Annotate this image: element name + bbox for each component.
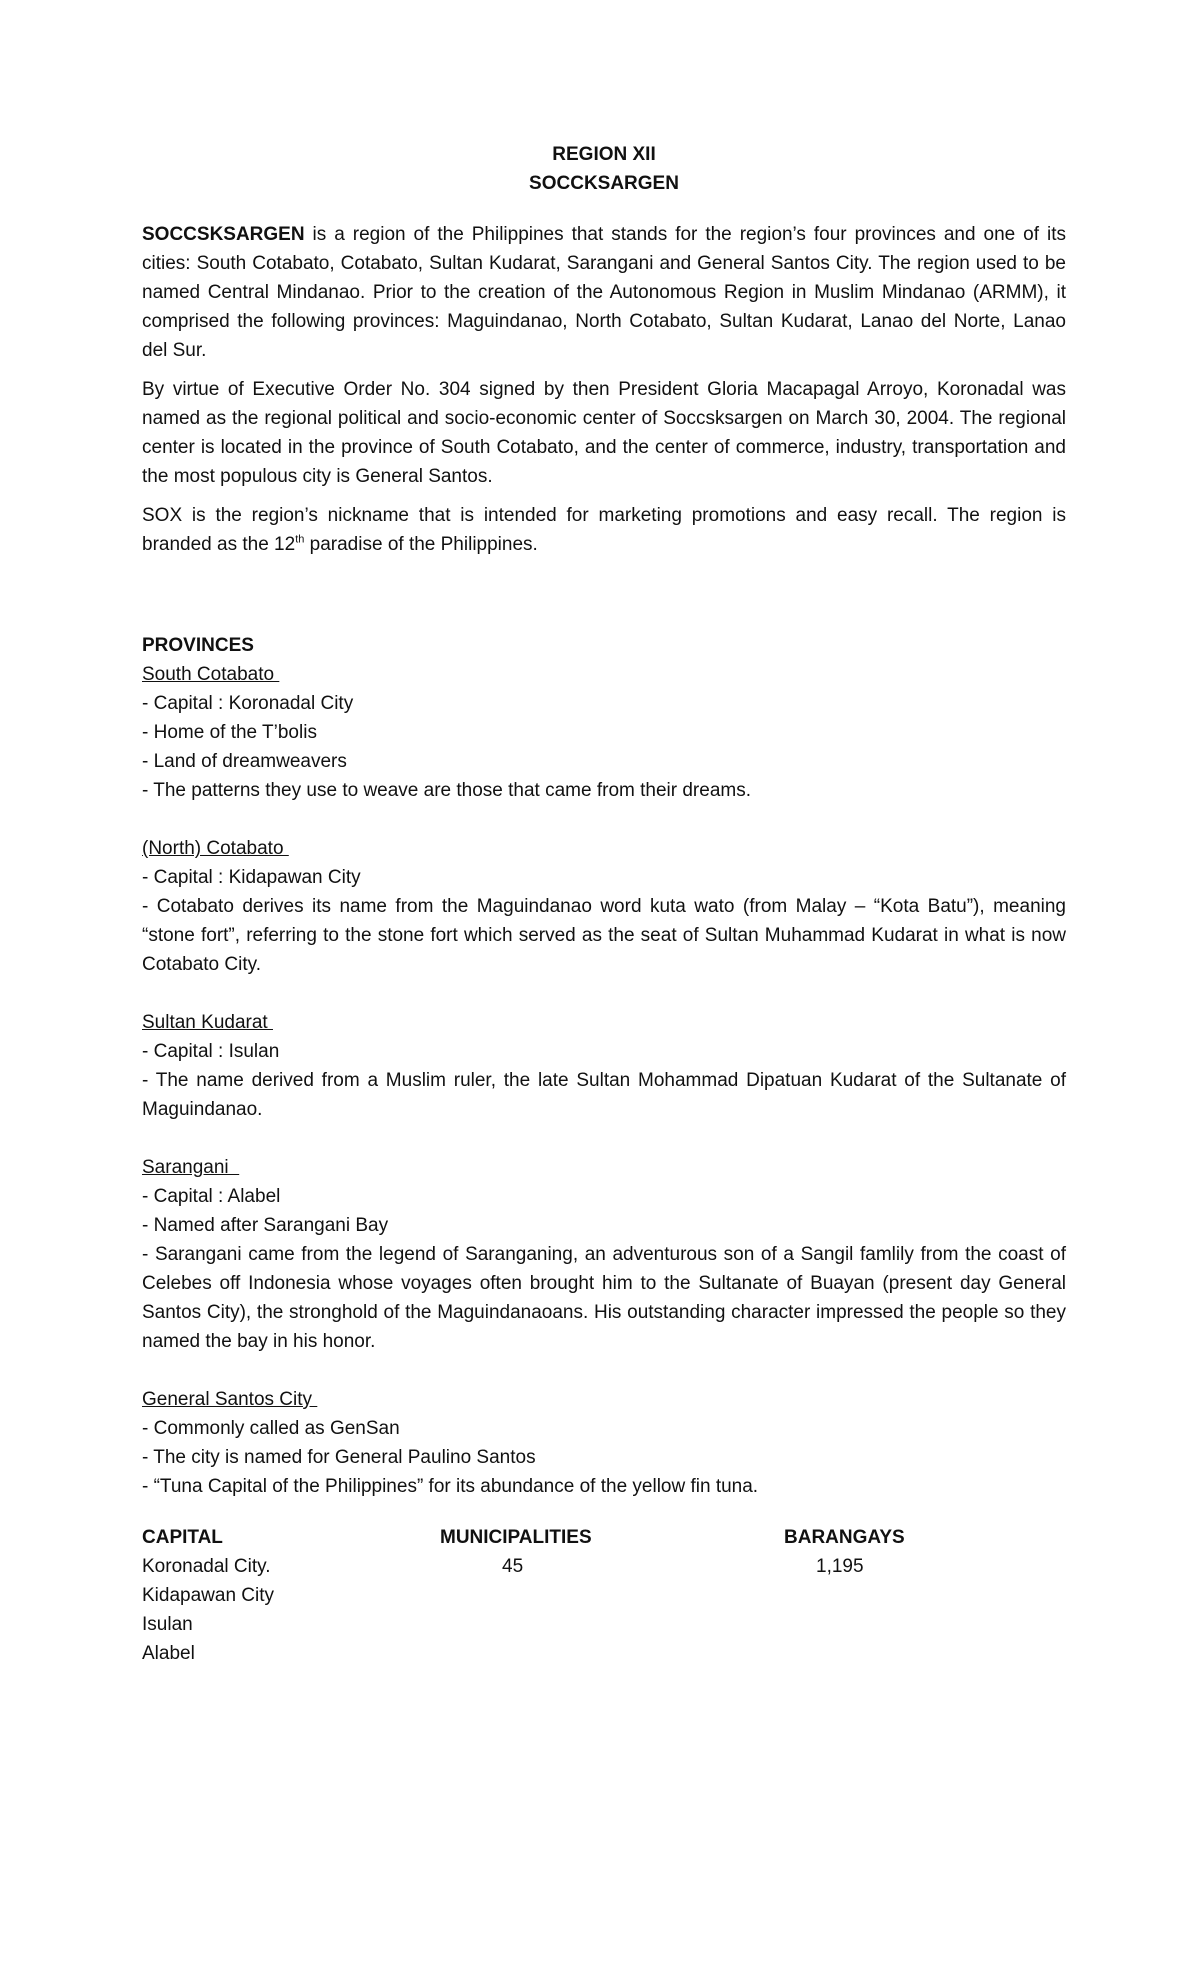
province-detail: - “Tuna Capital of the Philippines” for its abundance of the yellow fin tuna. [142,1476,759,1497]
province-detail: - Capital : Isulan [142,1041,280,1062]
region-subtitle: SOCCKSARGEN [529,173,679,194]
province-south-cotabato [142,660,1066,805]
capital-column [142,1523,274,1668]
barangays-value: 1,195 [816,1556,864,1577]
region-name-bold: SOCCSKSARGEN [142,224,305,245]
spacer [142,198,1066,220]
province-name: South Cotabato [142,664,280,685]
municipalities-column [440,1523,590,1581]
spacer [142,569,1066,631]
province-sultan-kudarat [142,1008,1066,1124]
intro-paragraph-2: By virtue of Executive Order No. 304 signed by then President Gloria Macapagal Arroyo, Koronadal was named as the regional political and socio-economic center of Soccsksargen on March 30, 2004. The regional center is located in the province of South Cotabato, and the center of commerce, industry, transportation and the most populous city is General Santos. [142,379,1066,487]
intro-paragraph-1 [142,220,1066,365]
province-detail: - Sarangani came from the legend of Saranganing, an adventurous son of a Sangil famlily from the coast of Celebes off Indonesia whose voyages often brought him to the Sultanate of Buayan (present day General Santos City), the stronghold of the Maguindanaoans. His outstanding character impressed the people so they named the bay in his honor. [142,1244,1066,1352]
province-detail: - Capital : Alabel [142,1186,281,1207]
province-detail: - The city is named for General Paulino Santos [142,1447,536,1468]
capital-cell: Isulan [142,1614,193,1635]
document-page [142,140,1066,1668]
province-sarangani [142,1153,1066,1356]
spacer [142,805,1066,834]
municipalities-header: MUNICIPALITIES [440,1527,592,1548]
intro-paragraph-3-end: paradise of the Philippines. [304,534,538,555]
province-name: General Santos City [142,1389,318,1410]
province-detail: - Commonly called as GenSan [142,1418,400,1439]
barangays-header: BARANGAYS [784,1527,905,1548]
city-general-santos [142,1385,1066,1501]
province-detail: - Named after Sarangani Bay [142,1215,389,1236]
spacer [142,1356,1066,1385]
spacer [142,1124,1066,1153]
province-name: Sarangani [142,1157,240,1178]
provinces-heading: PROVINCES [142,635,254,656]
region-title: REGION XII [552,144,656,165]
capital-cell: Kidapawan City [142,1585,275,1606]
province-detail: - Capital : Koronadal City [142,693,354,714]
province-detail: - Cotabato derives its name from the Maguindanao word kuta wato (from Malay – “Kota Batu”), meaning “stone fort”, referring to the stone fort which served as the seat of Sultan Muhammad Kudarat in what is now Cotabato City. [142,896,1066,975]
municipalities-value: 45 [502,1556,524,1577]
province-detail: - Home of the T’bolis [142,722,317,743]
province-detail: - Capital : Kidapawan City [142,867,361,888]
province-name: Sultan Kudarat [142,1012,273,1033]
intro-paragraph-3 [142,501,1066,559]
barangays-column [784,1523,904,1581]
superscript-th: th [295,533,305,546]
summary-table [142,1523,1066,1668]
capital-header: CAPITAL [142,1527,223,1548]
province-name: (North) Cotabato [142,838,289,859]
intro-paragraph-1-text: is a region of the Philippines that stands for the region’s four provinces and one of its cities: South Cotabato, Cotabato, Sultan Kudarat, Sarangani and General Santos City. The region used to be named Central Mindanao. Prior to the creation of the Autonomous Region in Muslim Mindanao (ARMM), it comprised the following provinces: Maguindanao, North Cotabato, Sultan Kudarat, Lanao del Norte, Lanao del Sur. [142,224,1066,361]
province-north-cotabato [142,834,1066,979]
capital-cell: Koronadal City. [142,1556,271,1577]
capital-cell: Alabel [142,1643,195,1664]
intro-paragraph-3-text: SOX is the region’s nickname that is intended for marketing promotions and easy recall. The region is branded as the 12 [142,505,1066,555]
spacer [142,979,1066,1008]
province-detail: - The name derived from a Muslim ruler, the late Sultan Mohammad Dipatuan Kudarat of the Sultanate of Maguindanao. [142,1070,1066,1120]
province-detail: - The patterns they use to weave are those that came from their dreams. [142,780,752,801]
province-detail: - Land of dreamweavers [142,751,347,772]
